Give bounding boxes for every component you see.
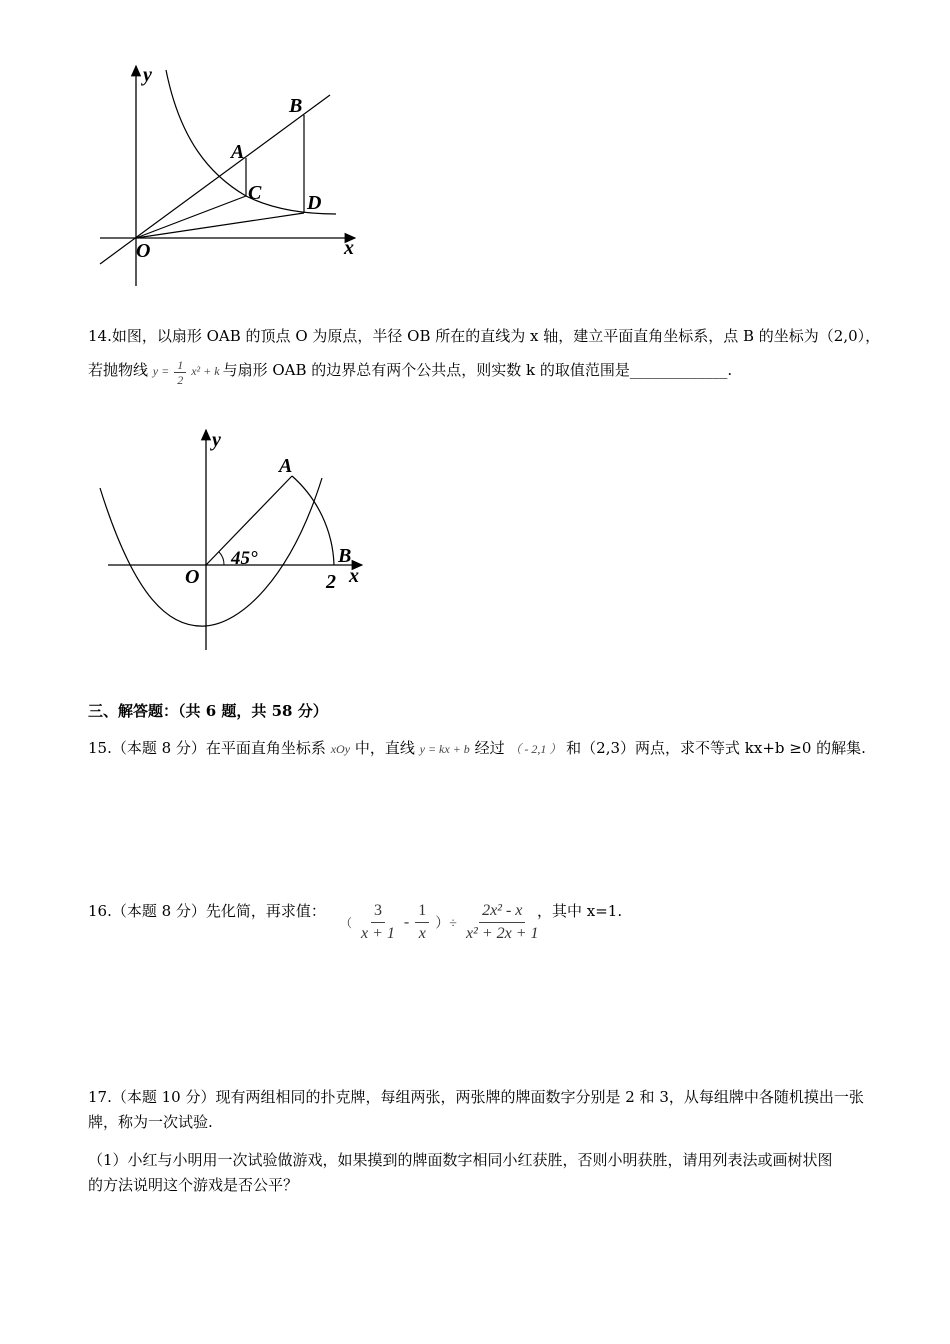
label-b: B xyxy=(338,545,352,567)
q16-fraction-1 xyxy=(358,900,398,945)
q14-prefix: 若抛物线 xyxy=(88,361,149,379)
question-16-tail: ，其中 x=1. xyxy=(537,902,623,920)
sector-arc xyxy=(292,476,334,565)
label-x: x xyxy=(344,237,354,259)
question-17-line-2: 牌，称为一次试验. xyxy=(88,1113,213,1131)
segment-oc xyxy=(136,196,246,238)
q16-open-paren: （ xyxy=(340,916,353,930)
q14-formula xyxy=(152,357,223,387)
label-angle-45: 45° xyxy=(231,548,258,569)
figure-1-hyperbola xyxy=(95,60,365,295)
label-y: y xyxy=(143,64,152,86)
question-16-expression xyxy=(340,900,544,945)
figure-2-sector-parabola xyxy=(95,425,370,655)
label-y: y xyxy=(212,429,221,451)
label-o: O xyxy=(185,566,200,588)
q15-text-2: 中，直线 xyxy=(354,739,415,757)
label-o: O xyxy=(136,240,151,262)
q15-text-1: 15.（本题 8 分）在平面直角坐标系 xyxy=(88,739,326,757)
q16-f2-denominator: x xyxy=(418,925,426,942)
q14-formula-y: y = xyxy=(152,364,170,378)
question-17-line-1: 17.（本题 10 分）现有两组相同的扑克牌，每组两张，两张牌的牌面数字分别是 2 和 3，从每组牌中各随机摸出一张 xyxy=(88,1088,864,1106)
q14-formula-fraction xyxy=(174,358,186,387)
q16-f1-denominator: x + 1 xyxy=(361,925,395,942)
q16-f1-numerator: 3 xyxy=(371,900,385,923)
question-17-sub1-line-1: （1）小红与小明用一次试验做游戏，如果摸到的牌面数字相同小红获胜，否则小明获胜，请用列表法或画树状图 xyxy=(88,1151,833,1169)
q16-minus: - xyxy=(403,913,410,931)
q16-f3-denominator: x² + 2x + 1 xyxy=(465,925,539,942)
q14-fraction-denominator: 2 xyxy=(177,372,184,387)
label-a: A xyxy=(279,455,293,477)
segment-od xyxy=(136,213,304,238)
label-b: B xyxy=(289,95,303,117)
q14-suffix: 与扇形 OAB 的边界总有两个公共点，则实数 k 的取值范围是_____________. xyxy=(222,361,733,379)
question-15 xyxy=(88,735,903,762)
label-c: C xyxy=(248,182,262,204)
question-17-sub1-line-2: 的方法说明这个游戏是否公平？ xyxy=(88,1176,299,1194)
label-x: x xyxy=(349,565,359,587)
label-two: 2 xyxy=(326,571,336,593)
q16-close-divide: ）÷ xyxy=(435,916,457,932)
section-3-heading: 三、解答题：（共 6 题，共 58 分） xyxy=(88,702,328,720)
label-a: A xyxy=(231,141,245,163)
q14-fraction-numerator: 1 xyxy=(174,358,186,373)
parabola-curve xyxy=(100,478,322,626)
q14-formula-rest: x² + k xyxy=(191,364,220,378)
angle-arc xyxy=(219,552,224,565)
q16-fraction-3 xyxy=(463,900,542,945)
q15-text-3: 经过 xyxy=(474,739,505,757)
question-14-line-1: 14.如图，以扇形 OAB 的顶点 O 为原点，半径 OB 所在的直线为 x 轴，建立平面直角坐标系，点 B 的坐标为（2,0）， xyxy=(88,327,881,345)
label-d: D xyxy=(307,192,322,214)
q15-math-line: y = kx + b xyxy=(419,742,470,756)
q15-math-point: （ - 2,1 ） xyxy=(509,742,562,756)
q16-f3-numerator: 2x² - x xyxy=(479,900,525,923)
question-14-line-2 xyxy=(88,357,903,387)
q16-fraction-2 xyxy=(415,900,429,945)
question-16-text: 16.（本题 8 分）先化简，再求值： xyxy=(88,902,326,920)
q15-math-xoy: xOy xyxy=(330,742,351,756)
q15-text-4: 和（2,3）两点，求不等式 kx+b ≥0 的解集. xyxy=(566,739,866,757)
q16-f2-numerator: 1 xyxy=(415,900,429,923)
